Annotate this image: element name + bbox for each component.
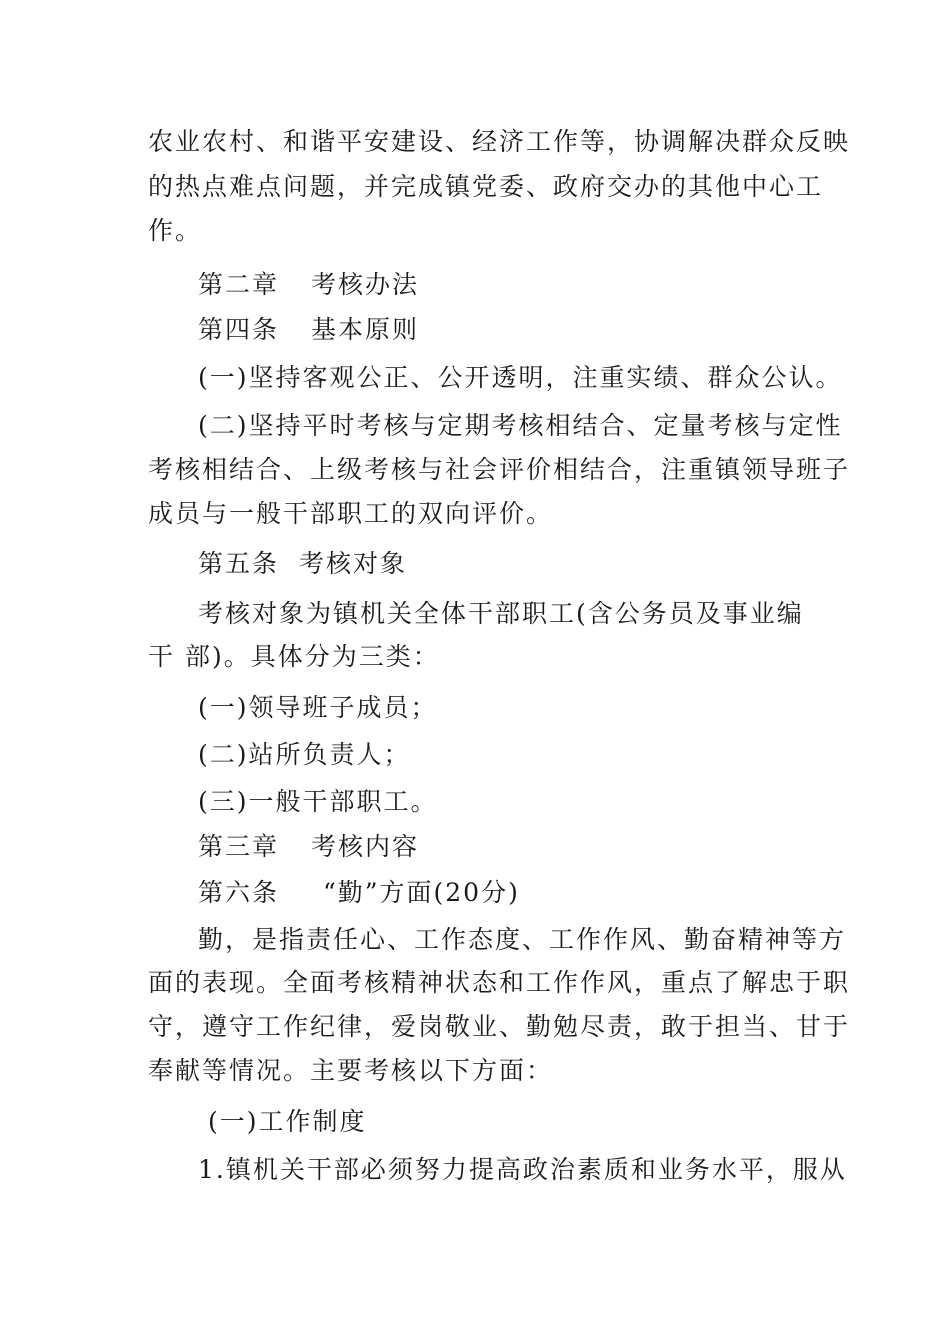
paragraph-line: 考核对象为镇机关全体干部职工(含公务员及事业编 — [198, 599, 804, 628]
list-item: (三)一般干部职工。 — [198, 787, 438, 816]
paragraph-line: 面的表现。全面考核精神状态和工作作风，重点了解忠于职 — [148, 968, 851, 997]
paragraph-line: (一)坚持客观公正、公开透明，注重实绩、群众公认。 — [198, 363, 843, 392]
list-item: (一)领导班子成员； — [198, 693, 438, 722]
article-heading: 第六条 “勤”方面(20分) — [198, 878, 520, 907]
paragraph-line: 勤，是指责任心、工作态度、工作作风、勤奋精神等方 — [198, 925, 847, 954]
paragraph-line: 的热点难点问题，并完成镇党委、政府交办的其他中心工 — [148, 172, 824, 201]
paragraph-line: 奉献等情况。主要考核以下方面： — [148, 1056, 554, 1085]
paragraph-line: 成员与一般干部职工的双向评价。 — [148, 499, 554, 528]
paragraph-line: 考核相结合、上级考核与社会评价相结合，注重镇领导班子 — [148, 455, 851, 484]
list-item: (二)站所负责人； — [198, 740, 411, 769]
paragraph-line: (二)坚持平时考核与定期考核相结合、定量考核与定性 — [198, 411, 843, 440]
paragraph-line: 作。 — [148, 216, 203, 245]
article-heading: 第五条 考核对象 — [198, 549, 407, 578]
section-heading: (一)工作制度 — [208, 1107, 367, 1136]
paragraph-line: 干 部)。具体分为三类： — [148, 642, 440, 671]
paragraph-line: 1.镇机关干部必须努力提高政治素质和业务水平，服从 — [198, 1155, 847, 1184]
paragraph-line: 守，遵守工作纪律，爱岗敬业、勤勉尽责，敢于担当、甘于 — [148, 1012, 851, 1041]
chapter-heading: 第二章 考核办法 — [198, 270, 419, 299]
paragraph-line: 农业农村、和谐平安建设、经济工作等，协调解决群众反映 — [148, 127, 851, 156]
chapter-heading: 第三章 考核内容 — [198, 832, 419, 861]
article-heading: 第四条 基本原则 — [198, 315, 419, 344]
